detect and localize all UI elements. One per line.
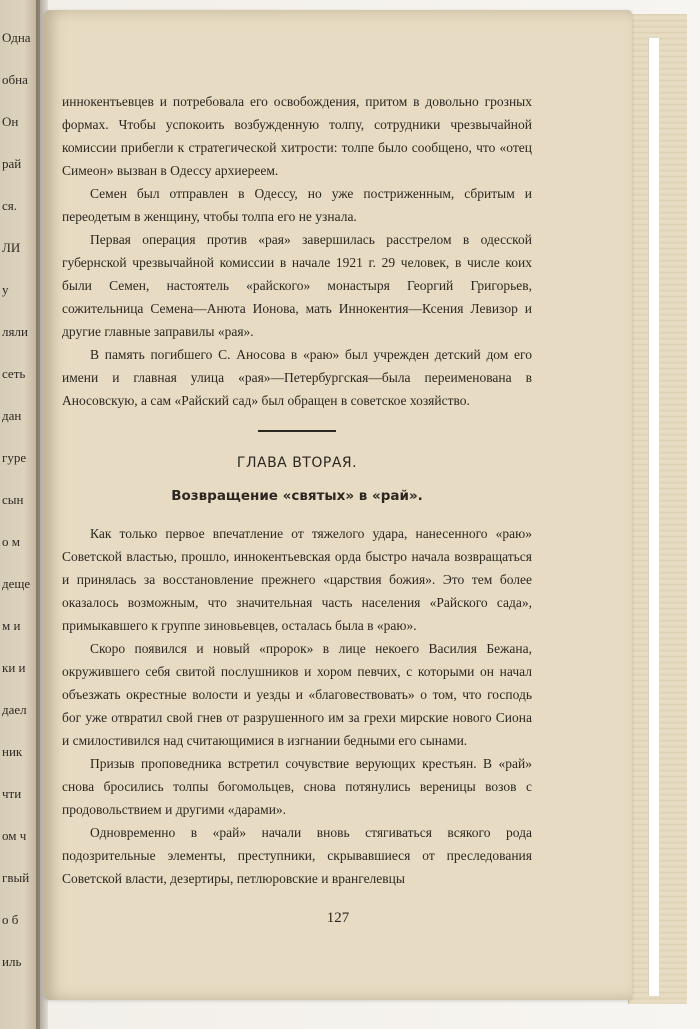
paragraph-1: иннокентьевцев и потребовала его освобождения, притом в довольно грозных формах. Чтобы успокоить возбужденную толпу, сотрудники чрезвычайной комиссии прибегли к стратегической хитрости: толпе было сообщено, что «отец Симеон» вызван в Одессу архиереем. [62, 94, 532, 178]
facing-page-fragment: обна [2, 72, 28, 87]
facing-page-fragment: сын [2, 492, 24, 507]
paragraph-6: Скоро появился и новый «пророк» в лице некоего Василия Бежана, окружившего себя свитой послушников и хором певчих, с которыми он начал объезжать окрестные волости и уезды и «благовествовать» о том, что господь бог уже отвратил свой гнев от разрушенного им за грехи мирские нового Сиона и смилостивился над считающимися в изгнании бедными его сынами. [62, 641, 532, 748]
facing-page-fragment: даел [2, 702, 27, 717]
page-number: 127 [326, 910, 350, 926]
facing-page-fragment: у [2, 282, 9, 297]
paragraph-2: Семен был отправлен в Одессу, но уже постриженным, сбритым и переодетым в женщину, чтобы толпа его не узнала. [62, 186, 532, 224]
paragraph-4: В память погибшего С. Аносова в «раю» был учрежден детский дом его имени и главная улица «рая»—Петербургская—была переименована в Аносовскую, а сам «Райский сад» был обращен в советское хозяйство. [62, 347, 532, 408]
facing-page-fragment: ки и [2, 660, 26, 675]
facing-page-fragment: о м [2, 534, 20, 549]
facing-page-fragment: Он [2, 114, 19, 129]
facing-page-fragment: ся. [2, 198, 17, 213]
chapter-title: Возвращение «святых» в «рай». [171, 488, 423, 504]
page-text [62, 90, 532, 890]
facing-page-fragment: о б [2, 912, 19, 927]
facing-page-fragment: гвый [2, 870, 30, 885]
facing-page-fragment: сеть [2, 366, 26, 381]
facing-page-fragment: м и [2, 618, 21, 633]
book-page [44, 10, 632, 1000]
facing-page-fragment: ЛИ [2, 240, 21, 255]
facing-page-edge [0, 0, 40, 1029]
facing-page-fragment: Одна [2, 30, 31, 45]
facing-page-fragment: дан [2, 408, 22, 423]
paragraph-7: Призыв проповедника встретил сочувствие верующих крестьян. В «рай» снова бросились толпы богомольцев, снова потянулись вереницы возов с продовольствием и другими «дарами». [62, 756, 532, 817]
facing-page-fragment: чти [2, 786, 22, 801]
paragraph-5: Как только первое впечатление от тяжелого удара, нанесенного «раю» Советской властью, прошло, иннокентьевская орда быстро начала возвращаться и принялась за восстановление прежнего «царствия божия». Это тем более оказалось возможным, что значительная часть населения «Райского сада», примыкавшего к группе зиновьевцев, осталась была в «раю». [62, 526, 532, 633]
facing-page-fragment: рай [2, 156, 22, 171]
paragraph-8: Одновременно в «рай» начали вновь стягиваться всякого рода подозрительные элементы, преступники, скрывавшиеся от преследования Советской власти, дезертиры, петлюровские и врангелевцы [62, 825, 532, 886]
section-divider [258, 430, 336, 432]
facing-page-fragment: ом ч [2, 828, 27, 843]
paragraph-3: Первая операция против «рая» завершилась расстрелом в одесской губернской чрезвычайной комиссии в начале 1921 г. 29 человек, в числе коих были Семен, настоятель «райского» монастыря Георгий Григорьев, сожительница Семена—Анюта Ионова, мать Иннокентия—Ксения Левизор и другие главные заправилы «рая». [62, 232, 532, 339]
chapter-heading: ГЛАВА ВТОРАЯ. [236, 455, 358, 471]
facing-page-fragment: ляли [2, 324, 28, 339]
page-block-edge [648, 38, 659, 996]
facing-page-fragment: гуре [2, 450, 27, 465]
facing-page-fragment: деще [2, 576, 31, 591]
facing-page-fragment: иль [2, 954, 22, 969]
facing-page-fragment: ник [2, 744, 23, 759]
